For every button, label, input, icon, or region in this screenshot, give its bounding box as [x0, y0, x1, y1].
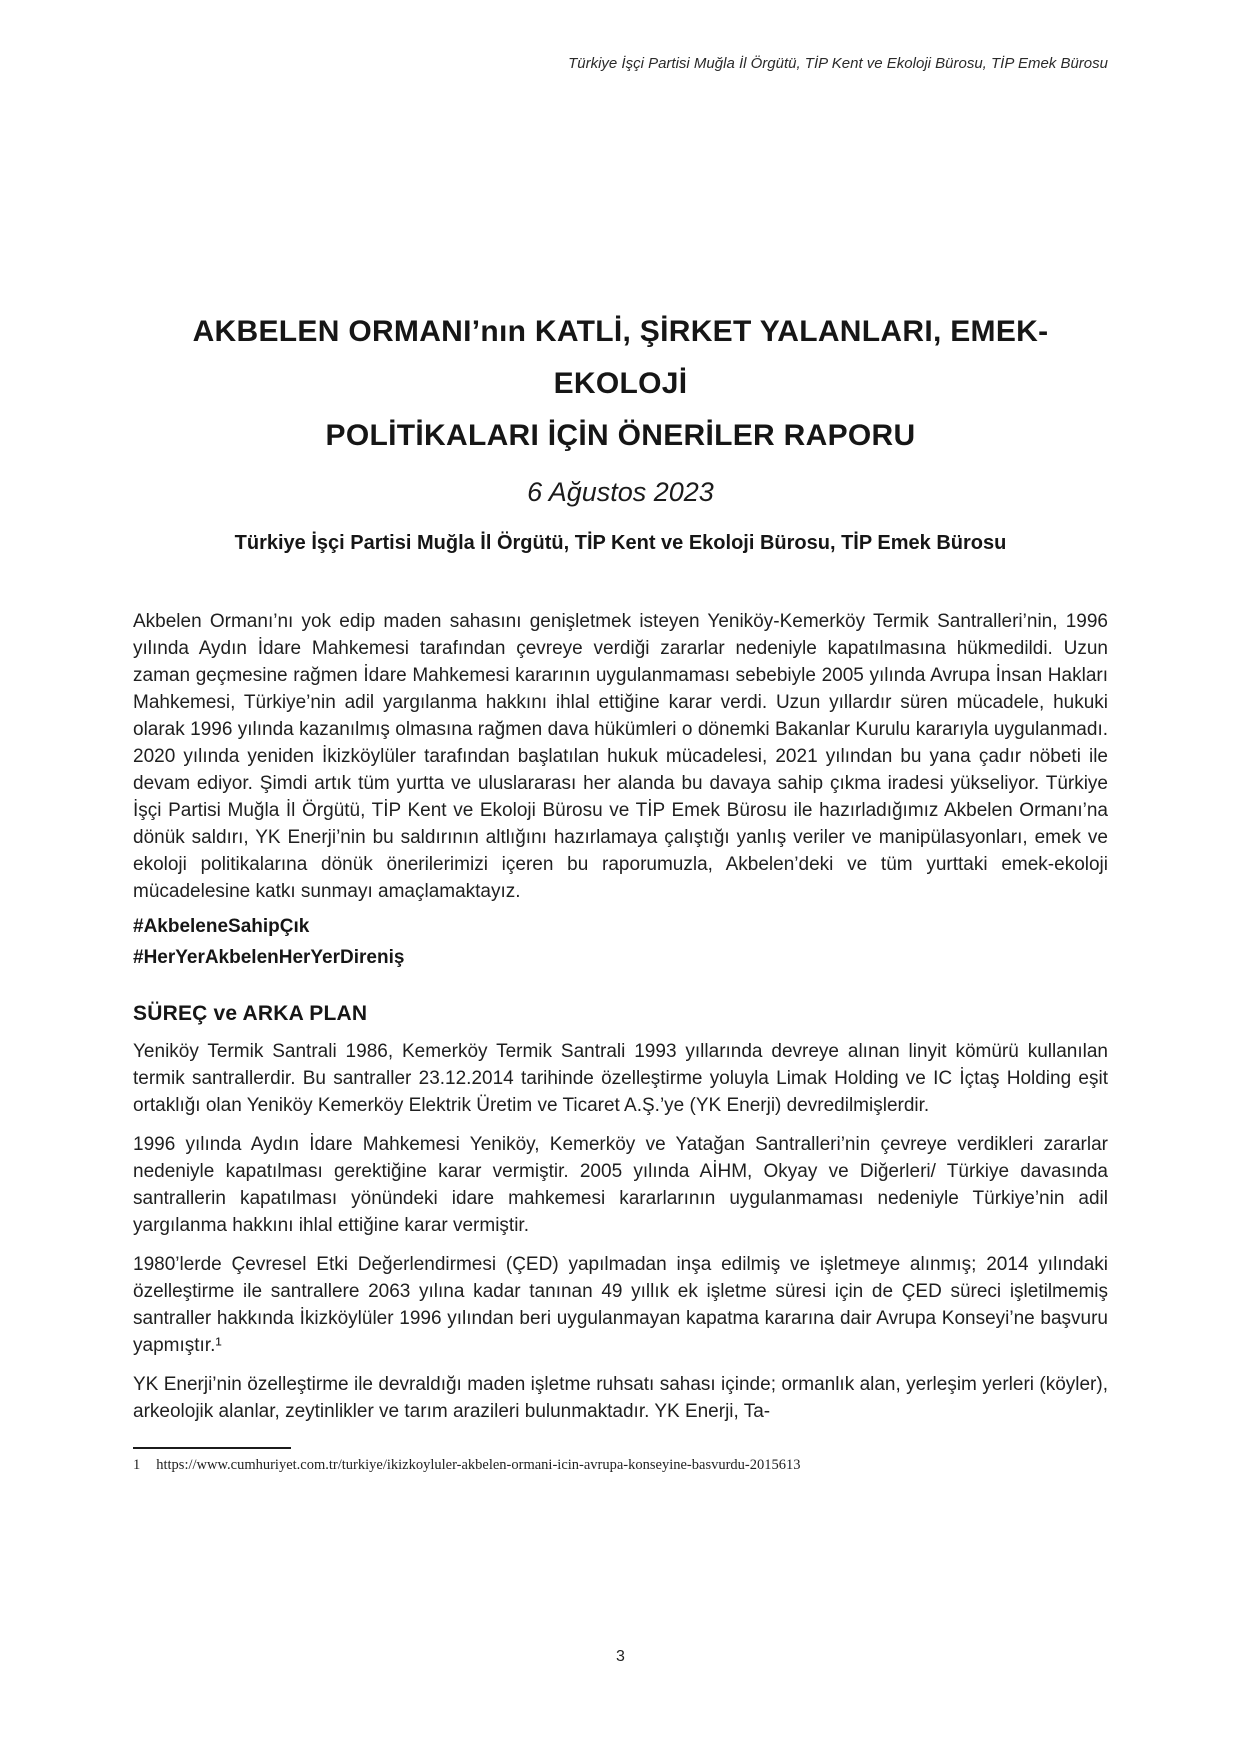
report-title-line-2: POLİTİKALARI İÇİN ÖNERİLER RAPORU: [325, 419, 916, 452]
section-paragraph-3: 1980’lerde Çevresel Etki Değerlendirmesi (ÇED) yapılmadan inşa edilmiş ve işletmeye alınmış; 2014 yılındaki özelleştirme ile santrallere 2063 yılına kadar tanınan 49 yıllık ek işletme süresi için de ÇED süreci işletilmemiş santraller hakkında İkizköylüler 1996 yılından beri uygulanmayan kapatma kararına dair Avrupa Konseyi’ne başvuru yapmıştır.¹: [133, 1254, 1108, 1356]
running-header: Türkiye İşçi Partisi Muğla İl Örgütü, TİP Kent ve Ekoloji Bürosu, TİP Emek Bürosu: [568, 55, 1108, 72]
footnote-line: [133, 1456, 1108, 1475]
section-paragraph-1: Yeniköy Termik Santrali 1986, Kemerköy Termik Santrali 1993 yıllarında devreye alınan linyit kömürü kullanılan termik santrallerdir. Bu santraller 23.12.2014 tarihinde özelleştirme yoluyla Limak Holding ve IC İçtaş Holding eşit ortaklığı olan Yeniköy Kemerköy Elektrik Üretim ve Ticaret A.Ş.’ye (YK Enerji) devredilmişlerdir.: [133, 1041, 1108, 1116]
hashtag-block: [133, 911, 1108, 973]
hashtag-her-yer-akbelen: #HerYerAkbelenHerYerDireniş: [133, 947, 405, 968]
intro-paragraph: Akbelen Ormanı’nı yok edip maden sahasını genişletmek isteyen Yeniköy-Kemerköy Termik Santralleri’nin, 1996 yılında Aydın İdare Mahkemesi tarafından çevreye verdiği zararlar nedeniyle kapatılmasına hükmedildi. Uzun zaman geçmesine rağmen İdare Mahkemesi kararının uygulanmaması sebebiyle 2005 yılında Avrupa İnsan Hakları Mahkemesi, Türkiye’nin adil yargılanma hakkını ihlal ettiğine karar verdi. Uzun yıllardır süren mücadele, hukuki olarak 1996 yılında kazanılmış olmasına rağmen dava hükümleri o dönemki Bakanlar Kurulu kararıyla uygulanmadı. 2020 yılında yeniden İkizköylüler tarafından başlatılan hukuk mücadelesi, 2021 yılından bu yana çadır nöbeti ile devam ediyor. Şimdi artık tüm yurtta ve uluslararası her alanda bu davaya sahip çıkma iradesi yükseliyor. Türkiye İşçi Partisi Muğla İl Örgütü, TİP Kent ve Ekoloji Bürosu ve TİP Emek Bürosu ile hazırladığımız Akbelen Ormanı’na dönük saldırı, YK Enerji’nin bu saldırının altlığını hazırlamaya çalıştığı yanlış veriler ve manipülasyonları, emek ve ekoloji politikalarına dönük önerilerimizi içeren bu raporumuzla, Akbelen’deki ve tüm yurttaki emek-ekoloji mücadelesine katkı sunmayı amaçlamaktayız.: [133, 611, 1108, 902]
footnote-number: 1: [133, 1457, 141, 1473]
footnote-url-link[interactable]: https://www.cumhuriyet.com.tr/turkiye/ikizkoyluler-akbelen-ormani-icin-avrupa-konseyine-basvurdu-2015613: [156, 1457, 801, 1473]
section-paragraph-2: 1996 yılında Aydın İdare Mahkemesi Yeniköy, Kemerköy ve Yatağan Santralleri’nin çevreye verdikleri zararlar nedeniyle kapatılması gerektiğine karar vermiştir. 2005 yılında AİHM, Okyay ve Diğerleri/ Türkiye davasında santrallerin kapatılması yönündeki idare mahkemesi kararlarının uygulanmaması nedeniyle Türkiye’nin adil yargılanma hakkını ihlal ettiğine karar vermiştir.: [133, 1134, 1108, 1236]
section-heading-surec-ve-arka-plan: SÜREÇ ve ARKA PLAN: [133, 1002, 368, 1025]
hashtag-akbelene-sahip-cik: #AkbeleneSahipÇık: [133, 916, 310, 937]
report-title-line-1: AKBELEN ORMANI’nın KATLİ, ŞİRKET YALANLARI, EMEK-EKOLOJİ: [192, 315, 1049, 400]
footnote-block: [133, 1441, 1108, 1475]
page-number: 3: [616, 1648, 625, 1665]
report-title: [133, 306, 1108, 462]
report-date: 6 Ağustos 2023: [527, 477, 714, 507]
section-paragraph-4: YK Enerji’nin özelleştirme ile devraldığı maden işletme ruhsatı sahası içinde; ormanlık alan, yerleşim yerleri (köyler), arkeolojik alanlar, zeytinlikler ve tarım arazileri bulunmaktadır. YK Enerji, Ta-: [133, 1374, 1108, 1422]
footnote-separator-rule: [133, 1447, 291, 1449]
report-byline: Türkiye İşçi Partisi Muğla İl Örgütü, TİP Kent ve Ekoloji Bürosu, TİP Emek Bürosu: [234, 532, 1007, 554]
